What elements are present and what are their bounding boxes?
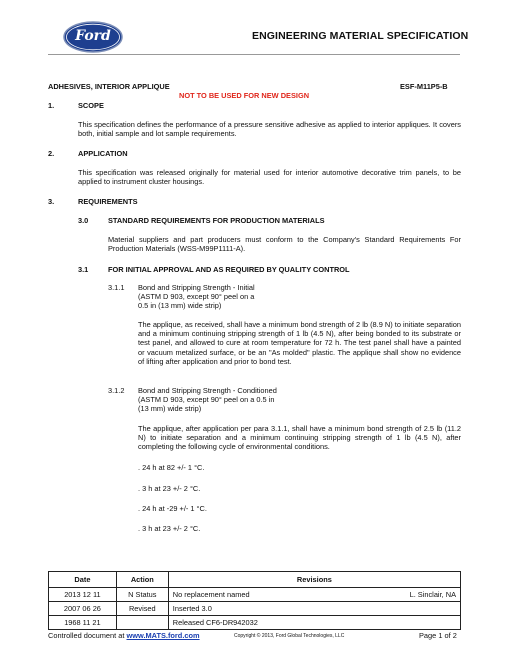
section-title: REQUIREMENTS <box>78 197 138 206</box>
spec-number: ESF-M11P5-B <box>400 82 448 91</box>
cycle-step: . 24 h at -29 +/- 1 °C. <box>138 504 207 513</box>
table-header-row <box>49 572 461 588</box>
revision-date: 2007 06 26 <box>49 602 117 616</box>
section-number: 3. <box>48 197 55 206</box>
header-divider <box>48 54 460 55</box>
revision-cell <box>168 602 460 616</box>
logo-wordmark: Ford <box>75 28 111 44</box>
revision-text: Inserted 3.0 <box>172 604 212 613</box>
revision-text: Released CF6-DR942032 <box>172 618 258 627</box>
subsection-title: FOR INITIAL APPROVAL AND AS REQUIRED BY QUALITY CONTROL <box>108 265 350 274</box>
subsection-number: 3.1 <box>78 265 89 274</box>
revision-cell <box>168 616 460 630</box>
clause-heading-line: Bond and Stripping Strength - Initial <box>138 283 255 292</box>
subsection-body: Material suppliers and part producers must conform to the Company's Standard Requirements For Production Materials (WSS-M99P1111-A). <box>108 235 461 254</box>
revision-action: N Status <box>116 588 168 602</box>
clause-body: The applique, after application per para 3.1.1, shall have a minimum bond strength of 2.5 lb (11.2 N) to initiate separation and a minimum continuing stripping strength of 1 lb (4.5 N), after completing the following cycle of environmental conditions. <box>138 424 461 452</box>
mats-link[interactable]: www.MATS.ford.com <box>126 631 200 640</box>
table-row <box>49 602 461 616</box>
clause-heading-line: 0.5 in (13 mm) wide strip) <box>138 301 222 310</box>
clause-heading-line: (ASTM D 903, except 90° peel on a <box>138 292 255 301</box>
table-row <box>49 588 461 602</box>
revision-text: No replacement named <box>172 590 250 599</box>
footer-controlled <box>48 631 200 640</box>
clause-number: 3.1.1 <box>108 283 125 292</box>
column-header-date: Date <box>49 572 117 588</box>
footer-copyright: Copyright © 2013, Ford Global Technologies, LLC <box>234 633 345 639</box>
section-title: APPLICATION <box>78 149 128 158</box>
column-header-action: Action <box>116 572 168 588</box>
revision-author: L. Sinclair, NA <box>409 590 456 599</box>
section-number: 1. <box>48 101 55 110</box>
section-title: SCOPE <box>78 101 104 110</box>
ford-logo <box>63 21 123 53</box>
clause-heading-line: (13 mm) wide strip) <box>138 404 202 413</box>
cycle-step: . 24 h at 82 +/- 1 °C. <box>138 463 205 472</box>
subsection-number: 3.0 <box>78 216 89 225</box>
column-header-revisions: Revisions <box>168 572 460 588</box>
cycle-step: . 3 h at 23 +/- 2 °C. <box>138 524 201 533</box>
table-row <box>49 616 461 630</box>
section-body: This specification was released originally for material used for interior automotive decorative trim panels, to be applied to instrument cluster housings. <box>78 168 461 187</box>
spec-subject: ADHESIVES, INTERIOR APPLIQUE <box>48 82 170 91</box>
clause-heading-line: (ASTM D 903, except 90° peel on a 0.5 in <box>138 395 275 404</box>
clause-number: 3.1.2 <box>108 386 125 395</box>
document-type-title: ENGINEERING MATERIAL SPECIFICATION <box>252 30 469 42</box>
revision-cell <box>168 588 460 602</box>
subsection-title: STANDARD REQUIREMENTS FOR PRODUCTION MATERIALS <box>108 216 325 225</box>
section-body: This specification defines the performance of a pressure sensitive adhesive as applied to interior appliques. It covers both, initial sample and lot sample requirements. <box>78 120 461 139</box>
clause-heading-line: Bond and Stripping Strength - Conditioned <box>138 386 277 395</box>
clause-body: The applique, as received, shall have a minimum bond strength of 2 lb (8.9 N) to initiate separation and a minimum continuing stripping strength of 1 lb (4.5 N), after being bonded to its substrate or test panel, and allowed to cure at room temperature for 72 h. The test panel shall have a painted or vacuum metalized surface, or be an "As molded" plastic. The applique shall show no evidence of lifting after application and prior to bond test. <box>138 320 461 366</box>
warning-banner: NOT TO BE USED FOR NEW DESIGN <box>179 91 310 100</box>
page-number: Page 1 of 2 <box>419 631 457 640</box>
cycle-step: . 3 h at 23 +/- 2 °C. <box>138 484 201 493</box>
revision-action: Revised <box>116 602 168 616</box>
footer-controlled-label: Controlled document at <box>48 631 125 640</box>
section-number: 2. <box>48 149 55 158</box>
revision-date: 1968 11 21 <box>49 616 117 630</box>
revision-table <box>48 571 461 630</box>
revision-date: 2013 12 11 <box>49 588 117 602</box>
revision-action <box>116 616 168 630</box>
